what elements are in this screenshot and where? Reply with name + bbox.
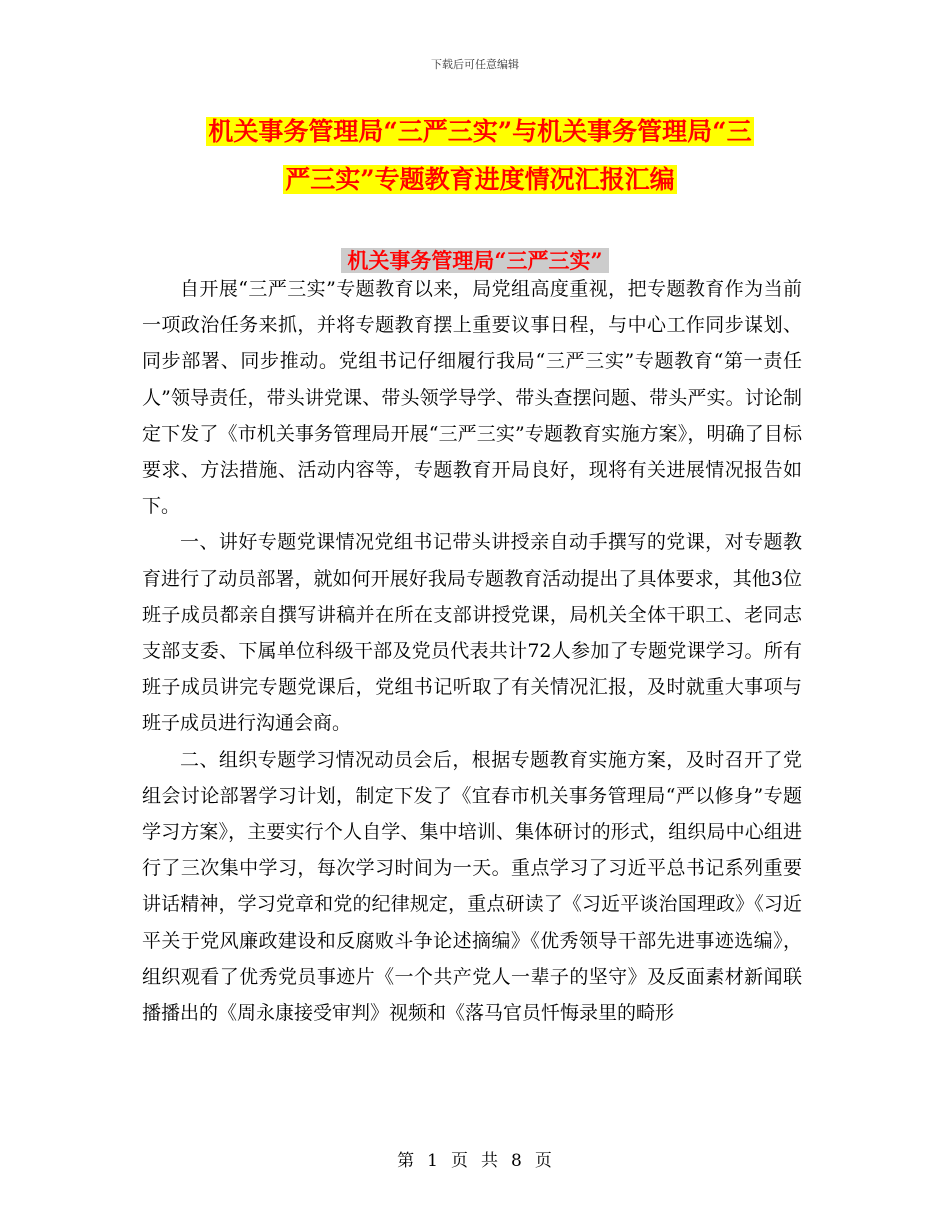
footer-page-label: 第: [397, 1151, 416, 1171]
document-title-line-2: 严三实”专题教育进度情况汇报汇编: [285, 165, 675, 194]
document-title: [150, 108, 810, 204]
document-title-line-1: 机关事务管理局“三严三实”与机关事务管理局“三: [208, 117, 752, 146]
footer-total-pages: 8: [511, 1151, 523, 1171]
body-text: [142, 271, 802, 1031]
footer-total-unit: 页: [534, 1151, 553, 1171]
footer-page-number: 1: [427, 1151, 439, 1171]
footer-total-label: 共: [481, 1151, 499, 1171]
paragraph-intro: 自开展“三严三实”专题教育以来，局党组高度重视，把专题教育作为当前一项政治任务来抓，并将专题教育摆上重要议事日程，与中心工作同步谋划、同步部署、同步推动。党组书记仔细履行我局“三严三实”专题教育“第一责任人”领导责任，带头讲党课、带头领学导学、带头查摆问题、带头严实。讨论制定下发了《市机关事务管理局开展“三严三实”专题教育实施方案》，明确了目标要求、方法措施、活动内容等，专题教育开局良好，现将有关进展情况报告如下。: [142, 278, 802, 518]
paragraph-party-lecture: 一、讲好专题党课情况党组书记带头讲授亲自动手撰写的党课，对专题教育进行了动员部署，就如何开展好我局专题教育活动提出了具体要求，其他3位班子成员都亲自撰写讲稿并在所在支部讲授党课，局机关全体干职工、老同志支部支委、下属单位科级干部及党员代表共计72人参加了专题党课学习。所有班子成员讲完专题党课后，党组书记听取了有关情况汇报，及时就重大事项与班子成员进行沟通会商。: [142, 531, 802, 735]
page-header: 下载后可任意编辑: [431, 58, 519, 71]
footer-page-unit: 页: [451, 1151, 469, 1171]
page-footer: [0, 1146, 950, 1171]
section-title-text: 机关事务管理局“三严三实”: [341, 248, 608, 273]
paragraph-study: 二、组织专题学习情况动员会后，根据专题教育实施方案，及时召开了党组会讨论部署学习计划，制定下发了《宜春市机关事务管理局“严以修身”专题学习方案》，主要实行个人自学、集中培训、集体研讨的形式，组织局中心组进行了三次集中学习，每次学习时间为一天。重点学习了习近平总书记系列重要讲话精神，学习党章和党的纪律规定，重点研读了《习近平谈治国理政》《习近平关于党风廉政建设和反腐败斗争论述摘编》《优秀领导干部先进事迹选编》，组织观看了优秀党员事迹片《一个共产党人一辈子的坚守》及反面素材新闻联播播出的《周永康接受审判》视频和《落马官员忏悔录里的畸形: [142, 748, 802, 1025]
